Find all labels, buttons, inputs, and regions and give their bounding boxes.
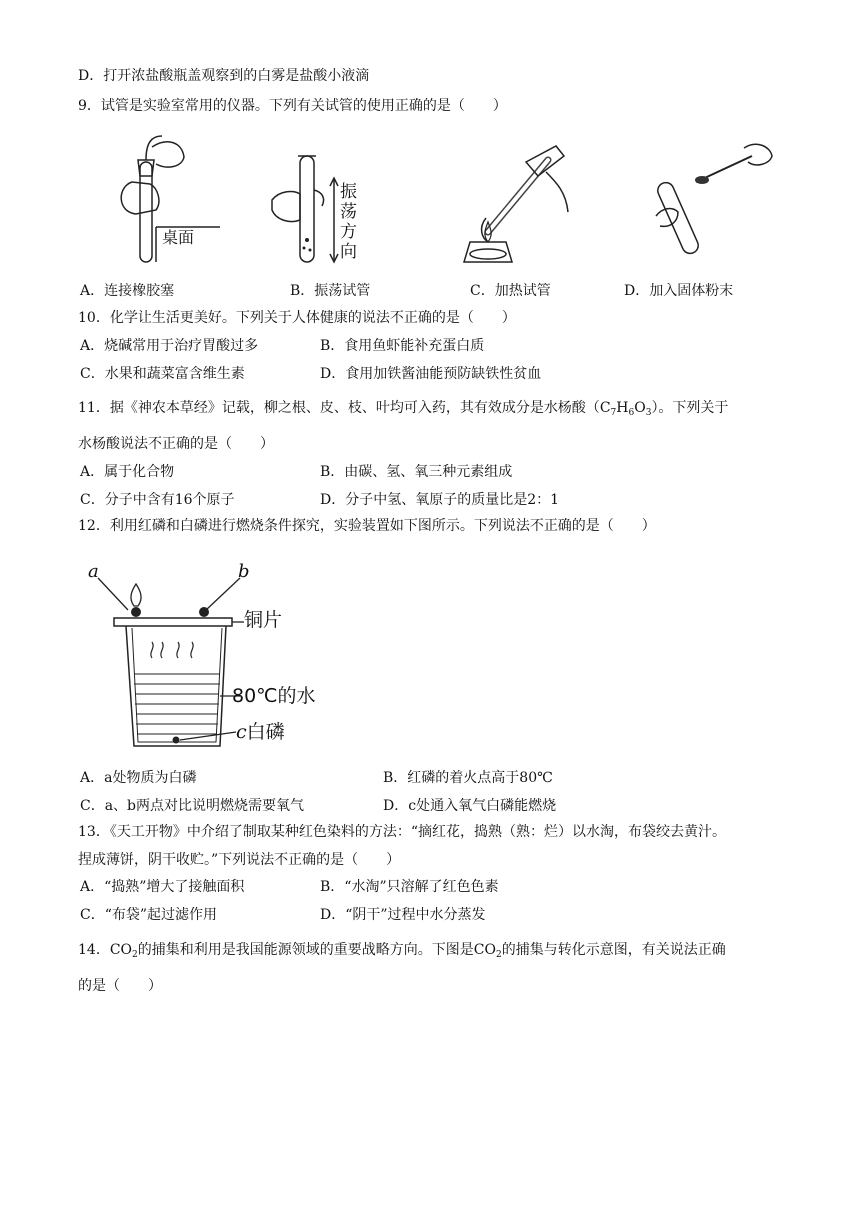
q13-stem-line1: 13．《天工开物》中介绍了制取某种红色染料的方法：“摘红花，捣熟（熟：烂）以水淘，布袋绞去黄汁。 [78, 824, 726, 840]
q12-label-a: a [88, 561, 99, 582]
q11-option-d: D．分子中氢、氧原子的质量比是2：1 [320, 492, 560, 508]
q12-stem: 12．利用红磷和白磷进行燃烧条件探究，实验装置如下图所示。下列说法不正确的是（ ） [78, 518, 656, 534]
q14-stem-line1: 14．$CO_2$的捕集和利用是我国能源领域的重要战略方向。下图是$CO_2$的捕集与转化示意图，有关说法正确 [78, 942, 726, 960]
q10-option-a: A．烧碱常用于治疗胃酸过多 [80, 338, 259, 354]
q9-option-a: A．连接橡胶塞 [80, 283, 175, 299]
co2-formula: $CO_2$ [109, 942, 138, 960]
q9-figure-a [112, 132, 222, 272]
q13-option-a: A．“捣熟”增大了接触面积 [80, 879, 245, 895]
q12-option-d: D．c处通入氧气白磷能燃烧 [383, 798, 557, 814]
q8-option-d: D．打开浓盐酸瓶盖观察到的白雾是盐酸小液滴 [78, 68, 370, 84]
salicylic-acid-formula: $C_7H_6O_3$ [599, 400, 652, 418]
q12-label-b: b [238, 561, 250, 582]
q12-label-white-phosphorus: c白磷 [236, 721, 285, 743]
q9-option-c: C．加热试管 [470, 283, 551, 299]
q9-stem: 9．试管是实验室常用的仪器。下列有关试管的使用正确的是（ ） [78, 98, 507, 114]
q9-option-d: D．加入固体粉末 [624, 283, 734, 299]
q14-stem-line2: 的是（ ） [78, 978, 162, 994]
q12-label-water: 80℃的水 [232, 685, 316, 707]
q12-option-b: B．红磷的着火点高于80℃ [383, 770, 553, 786]
q13-stem-line2: 捏成薄饼，阴干收贮。”下列说法不正确的是（ ） [78, 852, 401, 868]
q11-option-b: B．由碳、氢、氧三种元素组成 [320, 464, 513, 480]
q11-option-c: C．分子中含有16个原子 [80, 492, 235, 508]
q12-option-c: C．a、b两点对比说明燃烧需要氧气 [80, 798, 305, 814]
q9-shake-direction-label: 振 荡 方 向 [340, 182, 357, 262]
q11-option-a: A．属于化合物 [80, 464, 175, 480]
q12-label-copper: 铜片 [244, 609, 283, 631]
q12-option-a: A．a处物质为白磷 [80, 770, 197, 786]
q11-stem-line1: 11．据《神农本草经》记载，柳之根、皮、枝、叶均可入药，其有效成分是水杨酸$(C_7H_6O_3)$。下列关于 [78, 400, 729, 418]
q9-figure-d [652, 138, 782, 268]
q9-desk-label: 桌面 [162, 228, 195, 247]
q9-figure-b [270, 150, 350, 270]
q12-apparatus-figure [82, 560, 342, 756]
q10-stem: 10．化学让生活更美好。下列关于人体健康的说法不正确的是（ ） [78, 310, 516, 326]
q13-option-b: B．“水淘”只溶解了红色色素 [320, 879, 499, 895]
q13-option-c: C．“布袋”起过滤作用 [80, 907, 218, 923]
q11-stem-line2: 水杨酸说法不正确的是（ ） [78, 436, 274, 452]
q9-figure-c [456, 142, 586, 272]
q10-option-b: B．食用鱼虾能补充蛋白质 [320, 338, 485, 354]
co2-formula: $CO_2$ [473, 942, 502, 960]
q9-option-b: B．振荡试管 [290, 283, 371, 299]
q13-option-d: D．“阴干”过程中水分蒸发 [320, 907, 486, 923]
q10-option-c: C．水果和蔬菜富含维生素 [80, 366, 245, 382]
q10-option-d: D．食用加铁酱油能预防缺铁性贫血 [320, 366, 542, 382]
